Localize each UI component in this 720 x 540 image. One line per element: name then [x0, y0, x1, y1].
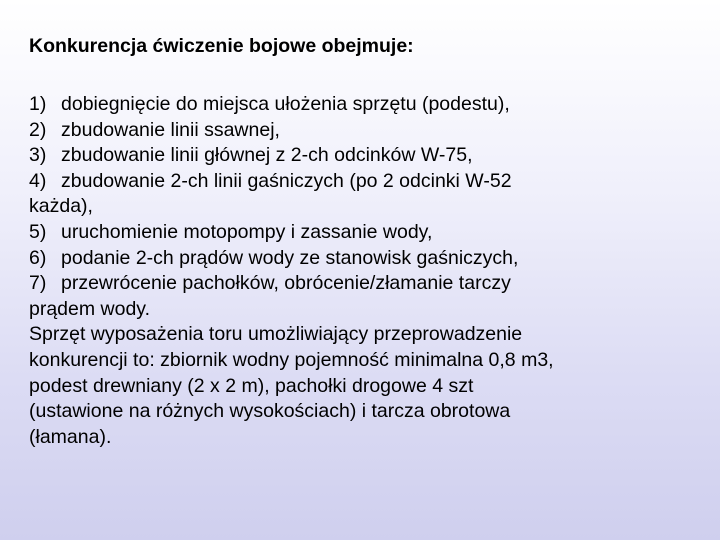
equipment-paragraph-line: (łamana). [29, 425, 112, 448]
equipment-paragraph-line: konkurencji to: zbiornik wodny pojemność minimalna 0,8 m3, [29, 348, 554, 371]
list-item [29, 220, 709, 246]
list-item-continuation: prądem wody. [29, 297, 151, 320]
list-item-text: uruchomienie motopompy i zassanie wody, [61, 220, 433, 243]
list-item-text: podanie 2-ch prądów wody ze stanowisk gaśniczych, [61, 246, 519, 269]
list-item-number: 4) [29, 169, 47, 192]
equipment-paragraph-line: Sprzęt wyposażenia toru umożliwiający przeprowadzenie [29, 323, 523, 346]
list-item [29, 143, 709, 169]
list-item [29, 246, 709, 272]
list-item-text: zbudowanie linii ssawnej, [61, 118, 280, 141]
list-item-text: przewrócenie pachołków, obrócenie/złamanie tarczy [61, 272, 511, 295]
equipment-paragraph-line: podest drewniany (2 x 2 m), pachołki drogowe 4 szt [29, 374, 474, 397]
equipment-paragraph-line: (ustawione na różnych wysokościach) i tarcza obrotowa [29, 400, 511, 423]
list-item [29, 169, 709, 195]
list-item-number: 2) [29, 118, 47, 141]
list-item-number: 5) [29, 220, 47, 243]
slide-heading: Konkurencja ćwiczenie bojowe obejmuje: [29, 35, 414, 57]
list-item-number: 3) [29, 144, 47, 167]
list-item-continuation: każda), [29, 195, 93, 218]
list-item-text: zbudowanie linii głównej z 2-ch odcinków W-75, [61, 144, 473, 167]
list-item [29, 118, 709, 144]
list-item-text: dobiegnięcie do miejsca ułożenia sprzętu (podestu), [61, 93, 510, 115]
list-item [29, 92, 709, 118]
list-item [29, 271, 709, 297]
list-item-number: 6) [29, 246, 47, 269]
list-item-number: 1) [29, 93, 47, 115]
list-item-number: 7) [29, 272, 47, 295]
slide-content [29, 92, 709, 450]
list-item-text: zbudowanie 2-ch linii gaśniczych (po 2 odcinki W-52 [61, 169, 512, 192]
